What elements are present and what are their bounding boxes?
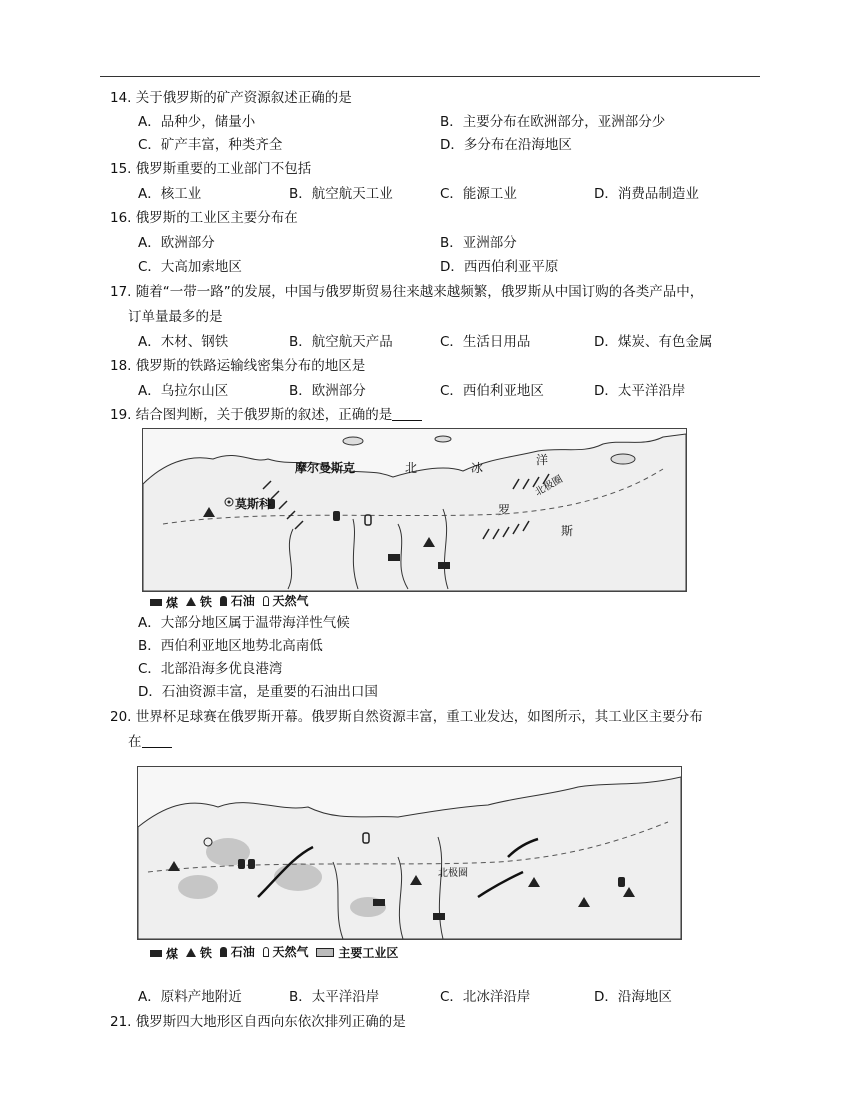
q15-option-b[interactable]: B．航空航天工业 (289, 186, 393, 202)
legend-coal: 煤 (150, 594, 178, 611)
question-18-stem: 18. 俄罗斯的铁路运输线密集分布的地区是 (110, 358, 366, 374)
q20-option-d[interactable]: D．沿海地区 (594, 989, 672, 1005)
oil-icon (220, 947, 227, 957)
iron-icon (186, 948, 196, 957)
q19-option-b[interactable]: B．西伯利亚地区地势北高南低 (138, 638, 323, 654)
question-19-stem (110, 403, 422, 423)
question-15-stem: 15. 俄罗斯重要的工业部门不包括 (110, 161, 312, 177)
question-21-stem: 21. 俄罗斯四大地形区自西向东依次排列正确的是 (110, 1014, 406, 1030)
map1-label-moscow: 莫斯科 (235, 497, 272, 511)
legend-coal: 煤 (150, 945, 178, 962)
q18-option-a[interactable]: A．乌拉尔山区 (138, 383, 229, 399)
q16-option-c[interactable]: C．大高加索地区 (138, 259, 242, 275)
oil-icon (220, 596, 227, 606)
q16-option-d[interactable]: D．西西伯利亚平原 (440, 259, 559, 275)
legend-oil: 石油 (220, 592, 255, 609)
q15-option-d[interactable]: D．消费品制造业 (594, 186, 699, 202)
question-19-text: 19. 结合图判断，关于俄罗斯的叙述，正确的是 (110, 407, 393, 423)
map-2-graphic (138, 767, 681, 939)
q15-option-c[interactable]: C．能源工业 (440, 186, 517, 202)
question-17-stem-line1: 17. 随着“一带一路”的发展，中国与俄罗斯贸易往来越来越频繁，俄罗斯从中国订购的各类产品中， (110, 284, 704, 300)
q14-option-a[interactable]: A．品种少，储量小 (138, 114, 256, 130)
q14-option-b[interactable]: B．主要分布在欧洲部分，亚洲部分少 (440, 114, 666, 130)
industrial-zone-icon (316, 948, 334, 957)
legend-gas: 天然气 (263, 943, 309, 960)
answer-blank (142, 733, 172, 748)
gas-icon (263, 947, 269, 957)
map1-label-murmansk: 摩尔曼斯克 (295, 461, 356, 475)
legend-iron: 铁 (186, 593, 212, 610)
map1-label-bing: 冰 (471, 461, 484, 475)
q18-option-d[interactable]: D．太平洋沿岸 (594, 383, 686, 399)
question-14-stem: 14. 关于俄罗斯的矿产资源叙述正确的是 (110, 90, 352, 106)
q20-option-c[interactable]: C．北冰洋沿岸 (440, 989, 531, 1005)
q15-option-a[interactable]: A．核工业 (138, 186, 202, 202)
q17-option-c[interactable]: C．生活日用品 (440, 334, 531, 350)
russia-resource-map-1 (142, 428, 687, 592)
q20-option-b[interactable]: B．太平洋沿岸 (289, 989, 380, 1005)
gas-icon (263, 596, 269, 606)
q20-option-a[interactable]: A．原料产地附近 (138, 989, 242, 1005)
map-1-graphic (143, 429, 686, 591)
q17-option-a[interactable]: A．木材、钢铁 (138, 334, 229, 350)
q16-option-a[interactable]: A．欧洲部分 (138, 235, 215, 251)
q18-option-c[interactable]: C．西伯利亚地区 (440, 383, 544, 399)
map2-label-arctic-circle: 北极圈 (438, 868, 468, 879)
question-20-stem-line1: 20. 世界杯足球赛在俄罗斯开幕。俄罗斯自然资源丰富，重工业发达，如图所示，其工业区主要分布 (110, 709, 703, 725)
map1-label-arctic-circle: 北极圈 (533, 473, 565, 499)
q19-option-a[interactable]: A．大部分地区属于温带海洋性气候 (138, 615, 350, 631)
q16-option-b[interactable]: B．亚洲部分 (440, 235, 517, 251)
question-20-stem-line2 (128, 730, 172, 750)
legend-iron: 铁 (186, 944, 212, 961)
q17-option-b[interactable]: B．航空航天产品 (289, 334, 393, 350)
q14-option-c[interactable]: C．矿产丰富，种类齐全 (138, 137, 283, 153)
legend-oil: 石油 (220, 943, 255, 960)
coal-icon (150, 950, 162, 957)
q18-option-b[interactable]: B．欧洲部分 (289, 383, 366, 399)
map1-label-yang: 洋 (536, 453, 549, 467)
map1-label-si: 斯 (561, 524, 574, 538)
map1-label-luo: 罗 (498, 503, 511, 517)
question-16-stem: 16. 俄罗斯的工业区主要分布在 (110, 210, 298, 226)
coal-icon (150, 599, 162, 606)
iron-icon (186, 597, 196, 606)
header-rule (100, 76, 760, 77)
q19-option-d[interactable]: D．石油资源丰富，是重要的石油出口国 (138, 684, 378, 700)
q17-option-d[interactable]: D．煤炭、有色金属 (594, 334, 713, 350)
question-17-stem-line2: 订单量最多的是 (128, 309, 223, 325)
q14-option-d[interactable]: D．多分布在沿海地区 (440, 137, 572, 153)
answer-blank (392, 406, 422, 421)
legend-industrial: 主要工业区 (316, 944, 398, 961)
legend-gas: 天然气 (263, 592, 309, 609)
question-20-text: 在 (128, 734, 142, 750)
q19-option-c[interactable]: C．北部沿海多优良港湾 (138, 661, 283, 677)
map-2-legend (150, 943, 402, 962)
map1-label-bei: 北 (405, 461, 418, 475)
map-1-legend (150, 592, 313, 611)
russia-resource-map-2 (137, 766, 682, 940)
